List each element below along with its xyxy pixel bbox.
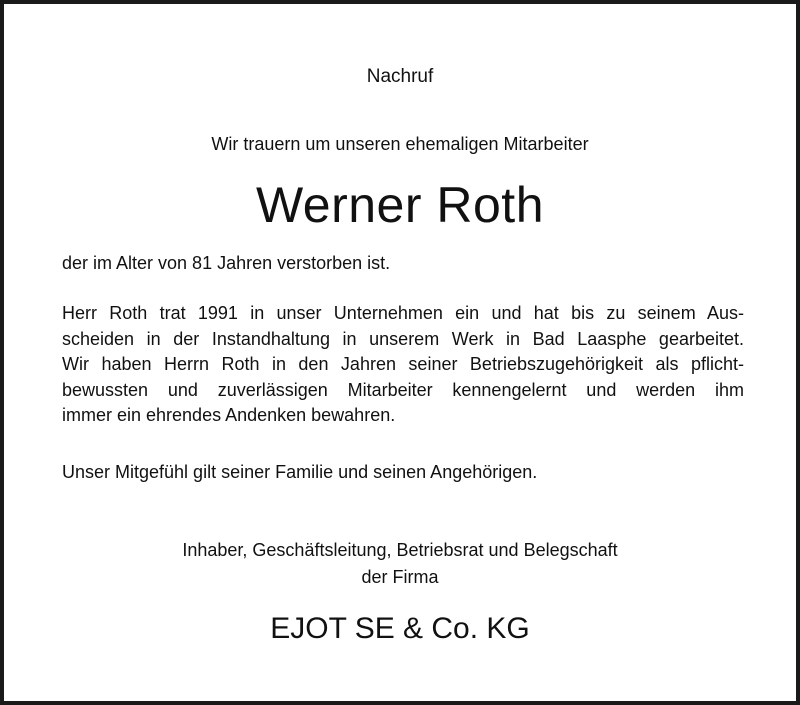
career-paragraph [62, 301, 744, 429]
paragraph-line: Unser Mitgefühl gilt seiner Familie und seinen Angehörigen. [62, 462, 538, 482]
paragraph-line: scheiden in der Instandhaltung in unserem Werk in Bad Laasphe gearbeitet. [62, 328, 744, 349]
paragraph-line: Wir haben Herrn Roth in den Jahren seiner Betriebszugehörigkeit als pflicht- [62, 354, 744, 374]
signoff-line: der Firma [361, 567, 439, 587]
company-name: EJOT SE & Co. KG [270, 612, 530, 645]
condolence-paragraph [62, 460, 744, 486]
signoff-line: Inhaber, Geschäftsleitung, Betriebsrat und Belegschaft [182, 540, 618, 560]
intro-line: Wir trauern um unseren ehemaligen Mitarbeiter [211, 134, 589, 154]
paragraph-line: Herr Roth trat 1991 in unser Unternehmen ein und hat bis zu seinem Aus- [62, 303, 744, 323]
paragraph-line: bewussten und zuverlässigen Mitarbeiter kennengelernt und werden ihm [62, 379, 744, 400]
paragraph-line: immer ein ehrendes Andenken bewahren. [62, 405, 396, 425]
age-line: der im Alter von 81 Jahren verstorben ist. [62, 253, 391, 273]
notice-heading: Nachruf [366, 66, 434, 87]
deceased-name: Werner Roth [255, 177, 545, 233]
